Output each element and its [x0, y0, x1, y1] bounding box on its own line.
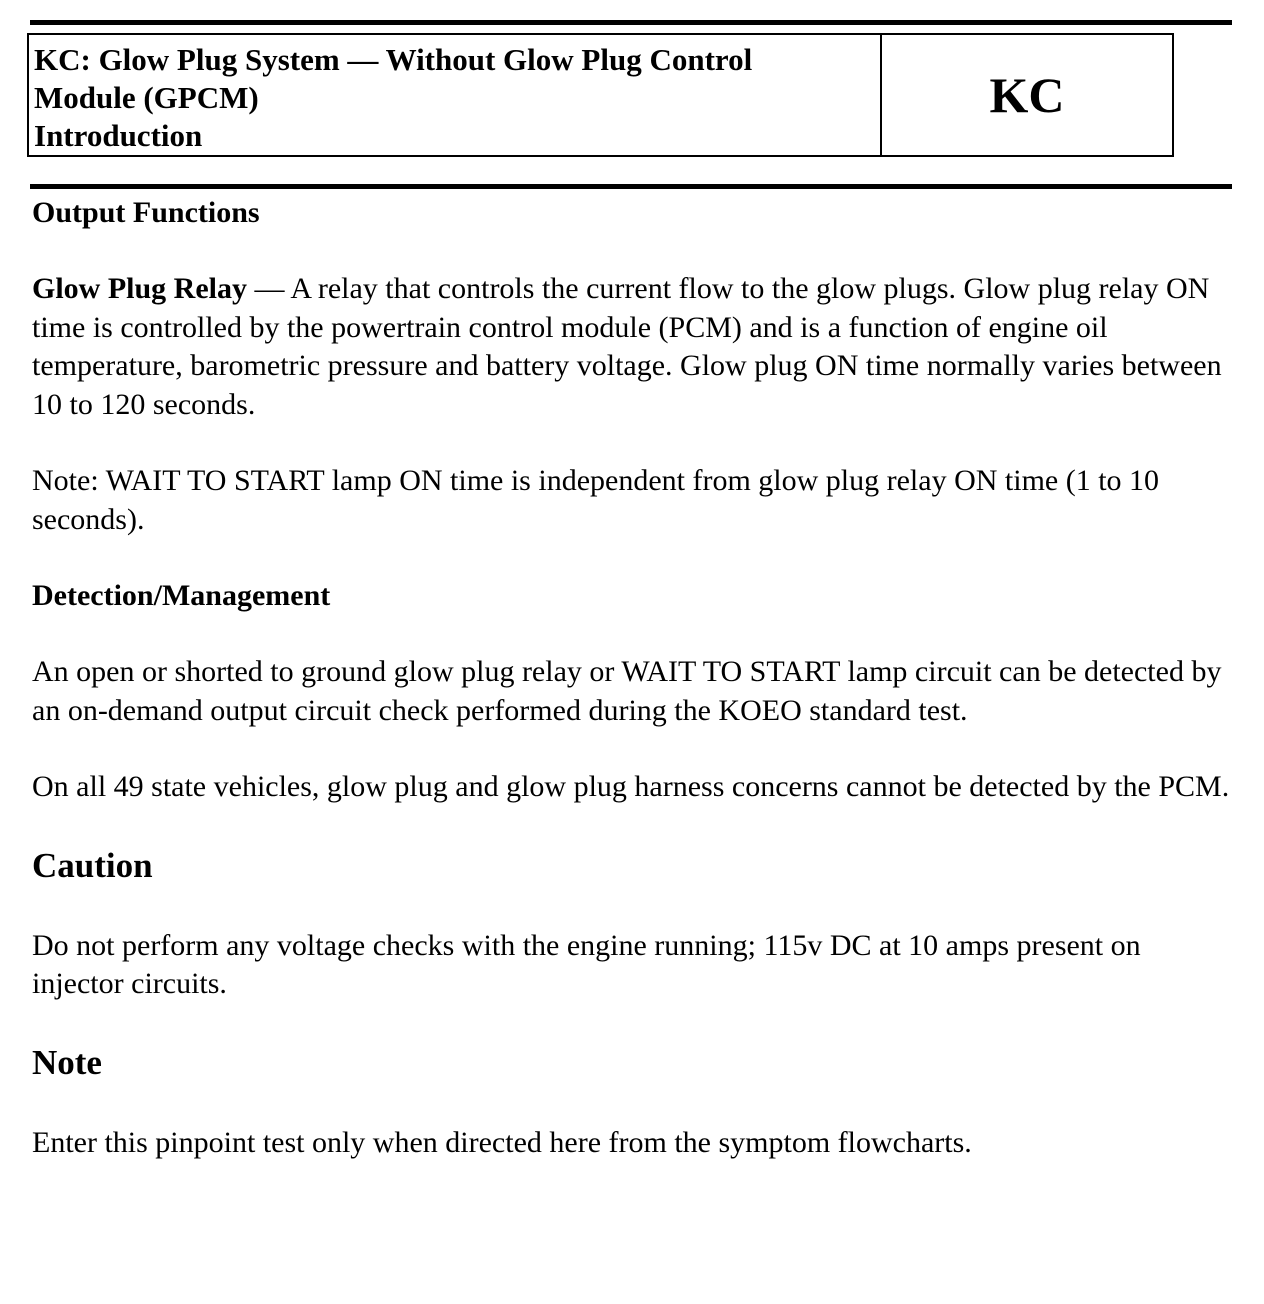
glow-plug-relay-term: Glow Plug Relay	[32, 272, 247, 305]
header-title	[29, 35, 882, 155]
document-body	[32, 194, 1232, 1162]
note-text: Enter this pinpoint test only when directed here from the symptom flowcharts.	[32, 1125, 972, 1159]
output-functions-heading: Output Functions	[32, 196, 260, 229]
note-heading: Note	[32, 1042, 102, 1082]
caution-text: Do not perform any voltage checks with the engine running; 115v DC at 10 amps present on injector circuits.	[32, 928, 1141, 1000]
title-line-2: Module (GPCM)	[34, 80, 259, 115]
glow-plug-relay-paragraph	[32, 270, 1232, 424]
section-code: KC	[989, 67, 1065, 123]
caution-heading: Caution	[32, 845, 153, 885]
detection-paragraph-2: On all 49 state vehicles, glow plug and glow plug harness concerns cannot be detected by the PCM.	[32, 770, 1230, 803]
wait-to-start-note: Note: WAIT TO START lamp ON time is independent from glow plug relay ON time (1 to 10 seconds).	[32, 464, 1160, 536]
header-bottom-rule	[30, 184, 1232, 189]
detection-heading: Detection/Management	[32, 579, 331, 612]
header-box	[27, 33, 1174, 157]
glow-plug-relay-text: — A relay that controls the current flow to the glow plugs. Glow plug relay ON time is controlled by the powertrain control module (PCM) and is a function of engine oil temperature, barometric pressure and battery voltage. Glow plug ON time normally varies between 10 to 120 seconds.	[32, 272, 1222, 421]
detection-paragraph-1: An open or shorted to ground glow plug relay or WAIT TO START lamp circuit can be detected by an on-demand output circuit check performed during the KOEO standard test.	[32, 655, 1222, 727]
title-line-1: KC: Glow Plug System — Without Glow Plug Control	[34, 42, 753, 77]
title-line-3: Introduction	[34, 118, 203, 153]
top-rule	[30, 20, 1232, 25]
